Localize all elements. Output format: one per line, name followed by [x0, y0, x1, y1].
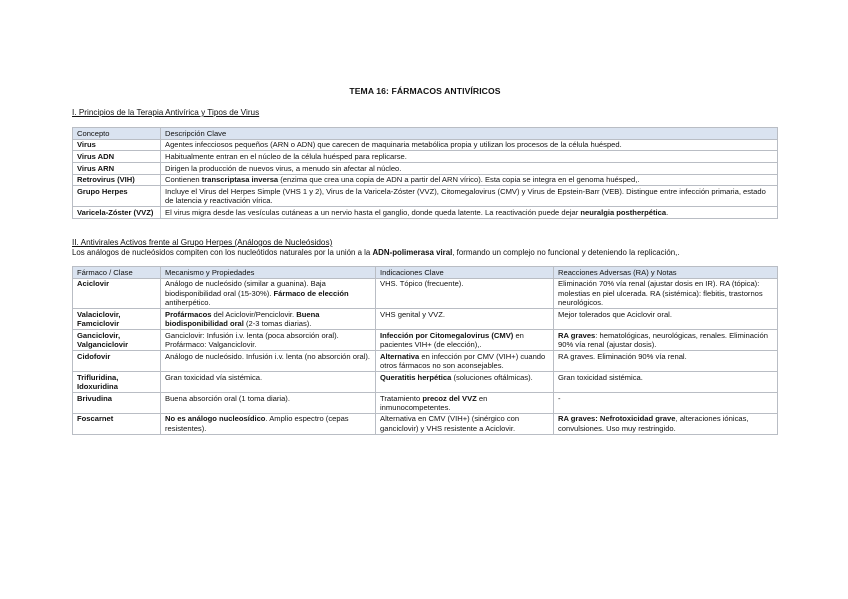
drug-cell: Cidofovir	[73, 350, 161, 371]
table-row	[73, 413, 778, 434]
table-row	[73, 278, 778, 308]
mechanism-cell: Profármacos del Aciclovir/Penciclovir. Buena biodisponibilidad oral (2-3 tomas diarias).	[161, 308, 376, 329]
mechanism-cell: Gran toxicidad vía sistémica.	[161, 371, 376, 392]
concept-cell: Grupo Herpes	[73, 186, 161, 207]
concept-cell: Retrovirus (VIH)	[73, 174, 161, 186]
adverse-reactions-cell: RA graves: hematológicas, neurológicas, renales. Eliminación 90% vía renal (ajustar dosis).	[554, 329, 778, 350]
concept-cell: Virus	[73, 139, 161, 151]
column-header: Descripción Clave	[161, 128, 778, 140]
mechanism-cell: Análogo de nucleósido. Infusión i.v. lenta (no absorción oral).	[161, 350, 376, 371]
table-row	[73, 392, 778, 413]
column-header: Reacciones Adversas (RA) y Notas	[554, 267, 778, 279]
indications-cell: Queratitis herpética (soluciones oftálmicas).	[376, 371, 554, 392]
drug-cell: Valaciclovir, Famciclovir	[73, 308, 161, 329]
drug-cell: Ganciclovir, Valganciclovir	[73, 329, 161, 350]
adverse-reactions-cell: RA graves. Eliminación 90% vía renal.	[554, 350, 778, 371]
adverse-reactions-cell: Mejor tolerados que Aciclovir oral.	[554, 308, 778, 329]
description-cell: El virus migra desde las vesículas cutáneas a un nervio hasta el ganglio, donde queda latente. La reactivación puede dejar neuralgia postherpética.	[161, 207, 778, 219]
concept-cell: Varicela-Zóster (VVZ)	[73, 207, 161, 219]
indications-cell: Tratamiento precoz del VVZ en inmunocompetentes.	[376, 392, 554, 413]
mechanism-cell: Buena absorción oral (1 toma diaria).	[161, 392, 376, 413]
column-header: Fármaco / Clase	[73, 267, 161, 279]
section-1-heading: I. Principios de la Terapia Antivírica y Tipos de Virus	[72, 108, 260, 117]
indications-cell: VHS. Tópico (frecuente).	[376, 278, 554, 308]
intro-paragraph: Los análogos de nucleósidos compiten con los nucleótidos naturales por la unión a la ADN-polimerasa viral, formando un complejo no funcional y deteniendo la replicación,.	[72, 248, 680, 257]
herpes-antivirals-table	[72, 266, 778, 435]
adverse-reactions-cell: Gran toxicidad sistémica.	[554, 371, 778, 392]
description-cell: Incluye el Virus del Herpes Simple (VHS 1 y 2), Virus de la Varicela-Zóster (VVZ), Citomegalovirus (CMV) y Virus de Epstein-Barr (VEB). Distingue entre infección primaria, estado de latencia y reactivación vírica.	[161, 186, 778, 207]
table-row	[73, 174, 778, 186]
table-row	[73, 163, 778, 175]
description-cell: Dirigen la producción de nuevos virus, a menudo sin afectar al núcleo.	[161, 163, 778, 175]
table-row	[73, 151, 778, 163]
description-cell: Agentes infecciosos pequeños (ARN o ADN) que carecen de maquinaria metabólica propia y utilizan los procesos de la célula huésped.	[161, 139, 778, 151]
column-header: Mecanismo y Propiedades	[161, 267, 376, 279]
table-header-row	[73, 128, 778, 140]
description-cell: Habitualmente entran en el núcleo de la célula huésped para replicarse.	[161, 151, 778, 163]
indications-cell: Infección por Citomegalovirus (CMV) en pacientes VIH+ (de elección),.	[376, 329, 554, 350]
table-row	[73, 186, 778, 207]
table-row	[73, 308, 778, 329]
table-header-row	[73, 267, 778, 279]
indications-cell: Alternativa en CMV (VIH+) (sinérgico con ganciclovir) y VHS resistente a Aciclovir.	[376, 413, 554, 434]
description-cell: Contienen transcriptasa inversa (enzima que crea una copia de ADN a partir del ARN vírico). Esta copia se integra en el genoma huésped,.	[161, 174, 778, 186]
indications-cell: Alternativa en infección por CMV (VIH+) cuando otros fármacos no son aconsejables.	[376, 350, 554, 371]
virus-concepts-table	[72, 127, 778, 219]
drug-cell: Foscarnet	[73, 413, 161, 434]
drug-cell: Trifluridina, Idoxuridina	[73, 371, 161, 392]
table-row	[73, 207, 778, 219]
section-2-heading: II. Antivirales Activos frente al Grupo Herpes (Análogos de Nucleósidos)	[72, 238, 333, 247]
mechanism-cell: Análogo de nucleósido (similar a guanina). Baja biodisponibilidad oral (15-30%). Fármaco de elección antiherpético.	[161, 278, 376, 308]
adverse-reactions-cell: Eliminación 70% vía renal (ajustar dosis en IR). RA (tópica): molestias en piel ulcerada. RA (sistémica): flebitis, trastornos neurológicos.	[554, 278, 778, 308]
concept-cell: Virus ADN	[73, 151, 161, 163]
table-row	[73, 329, 778, 350]
column-header: Indicaciones Clave	[376, 267, 554, 279]
concept-cell: Virus ARN	[73, 163, 161, 175]
adverse-reactions-cell: -	[554, 392, 778, 413]
mechanism-cell: Ganciclovir: Infusión i.v. lenta (poca absorción oral). Profármaco: Valganciclovir.	[161, 329, 376, 350]
drug-cell: Aciclovir	[73, 278, 161, 308]
column-header: Concepto	[73, 128, 161, 140]
table-row	[73, 350, 778, 371]
table-row	[73, 139, 778, 151]
adverse-reactions-cell: RA graves: Nefrotoxicidad grave, alteraciones iónicas, convulsiones. Uso muy restringido.	[554, 413, 778, 434]
drug-cell: Brivudina	[73, 392, 161, 413]
indications-cell: VHS genital y VVZ.	[376, 308, 554, 329]
document-title: TEMA 16: FÁRMACOS ANTIVÍRICOS	[349, 86, 501, 96]
mechanism-cell: No es análogo nucleosídico. Amplio espectro (cepas resistentes).	[161, 413, 376, 434]
table-row	[73, 371, 778, 392]
